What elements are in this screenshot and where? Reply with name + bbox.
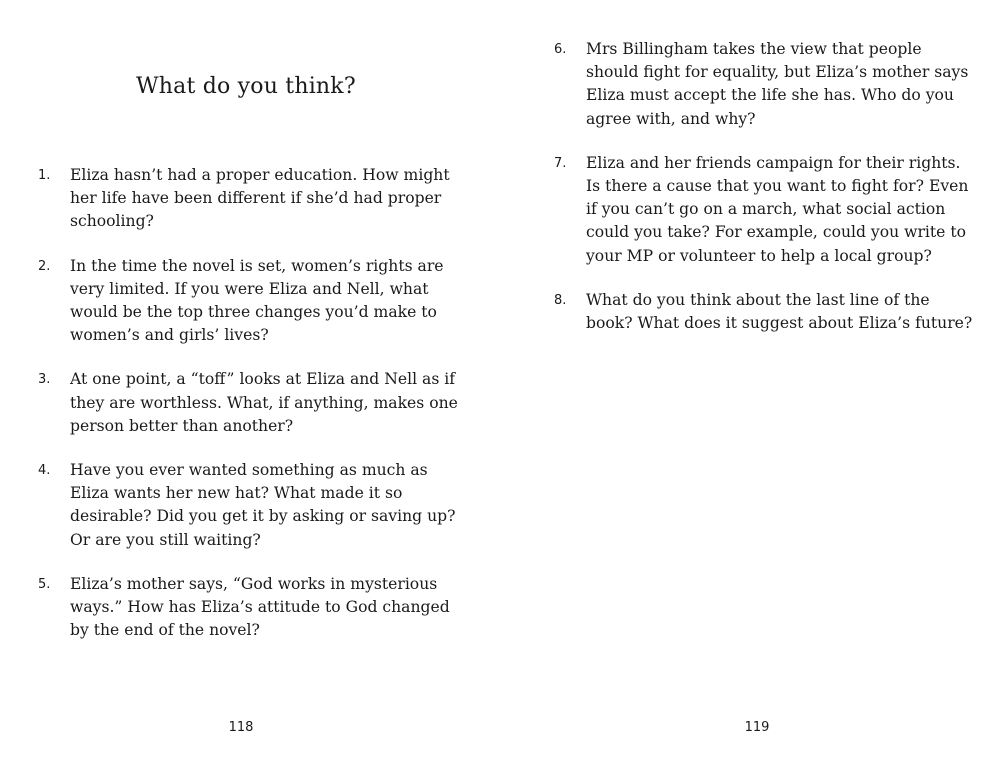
question-text: At one point, a “toff” looks at Eliza and Nell as if they are worthless. What, if anything, makes one person better than another? <box>70 370 458 435</box>
question-number: 8. <box>554 292 567 308</box>
page-title: What do you think? <box>136 74 356 99</box>
question-text: Eliza’s mother says, “God works in mysterious ways.” How has Eliza’s attitude to God changed by the end of the novel? <box>70 574 450 640</box>
question-text: Have you ever wanted something as much as Eliza wants her new hat? What made it so desirable? Did you get it by asking or saving up? Or are you still waiting? <box>70 461 456 549</box>
question-6 <box>554 38 974 131</box>
question-7 <box>554 152 974 268</box>
question-4 <box>38 459 458 552</box>
question-number: 6. <box>554 42 567 57</box>
question-list-right <box>554 38 974 356</box>
question-text: Eliza and her friends campaign for their rights. Is there a cause that you want to fight for? Even if you can’t go on a march, what social action could you take? For example, could you write to your MP or volunteer to help a local group? <box>586 153 969 265</box>
page-number-left: 118 <box>228 720 254 735</box>
question-8 <box>554 289 974 335</box>
question-number: 7. <box>554 155 567 171</box>
question-2 <box>38 255 458 348</box>
question-text: Eliza hasn’t had a proper education. How might her life have been different if she’d had proper schooling? <box>70 166 450 231</box>
question-number: 3. <box>38 372 51 388</box>
question-text: What do you think about the last line of the book? What does it suggest about Eliza’s future? <box>586 290 973 333</box>
question-number: 2. <box>38 258 51 274</box>
question-3 <box>38 368 458 438</box>
question-1 <box>38 164 458 234</box>
question-number: 4. <box>38 463 51 479</box>
question-list-left <box>38 164 458 663</box>
question-number: 5. <box>38 576 51 592</box>
question-number: 1. <box>38 168 51 183</box>
question-5 <box>38 573 458 643</box>
right-page <box>500 0 1000 768</box>
page-number-right: 119 <box>744 720 770 735</box>
question-text: Mrs Billingham takes the view that people should fight for equality, but Eliza’s mother says Eliza must accept the life she has. Who do you agree with, and why? <box>586 40 969 128</box>
question-text: In the time the novel is set, women’s rights are very limited. If you were Eliza and Nell, what would be the top three changes you’d make to women’s and girls’ lives? <box>70 256 444 345</box>
